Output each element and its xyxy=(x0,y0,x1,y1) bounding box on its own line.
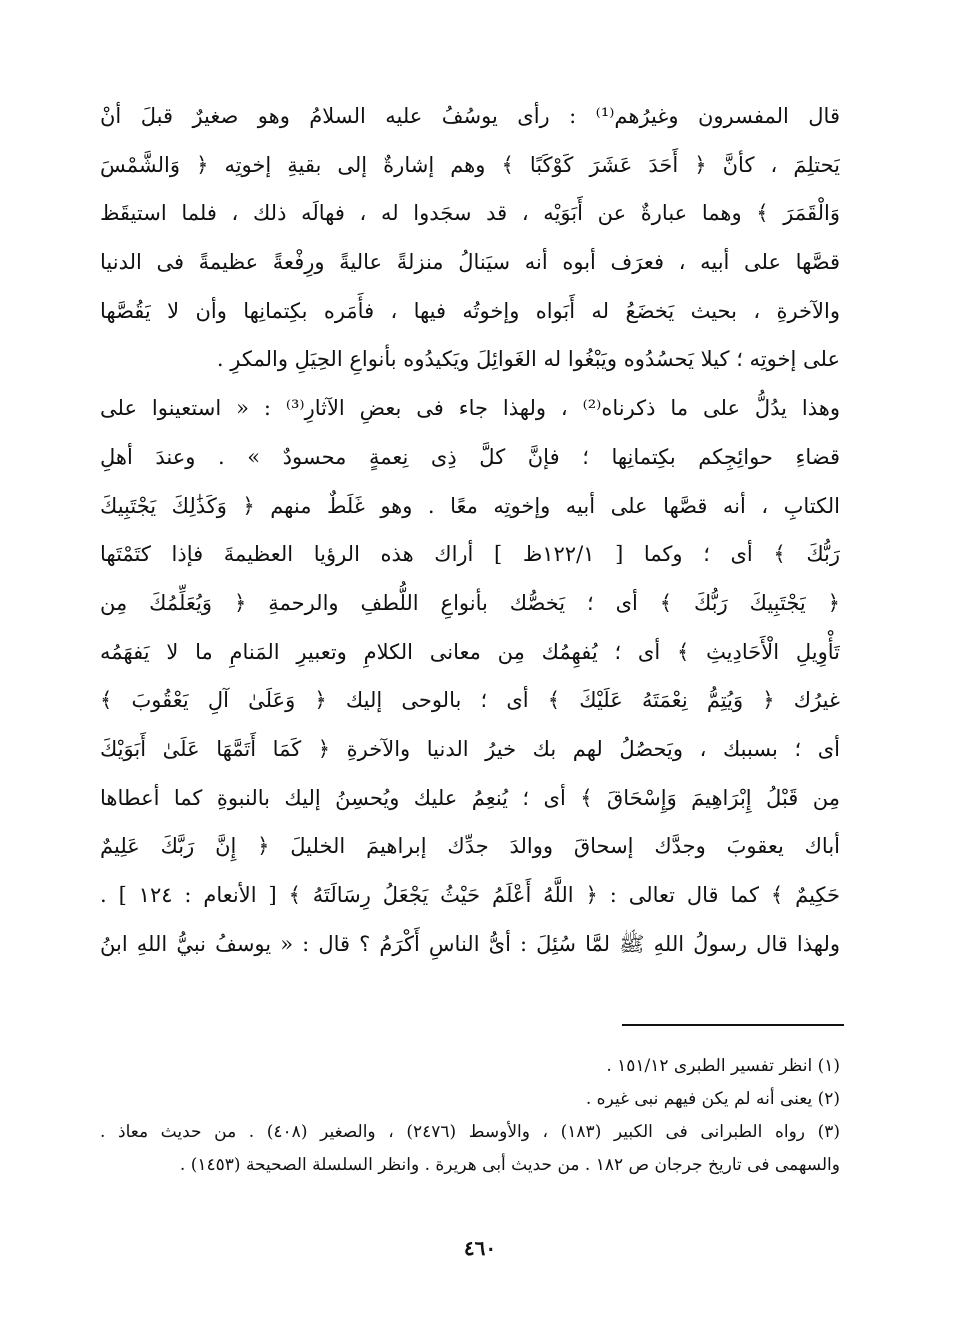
text-line: وَالْقَمَرَ ﴾ وهما عبارةٌ عن أَبَوَيْه ، قد سجَدوا له ، فهالَه ذلك ، فلما استيقَظ xyxy=(100,201,840,226)
text-line: والآخرةِ ، بحيث يَخضَعُ له أَبَواه وإخوتُه فيها ، فأَمَره بكِتمانِها وأن لا يَقُصَّها xyxy=(100,298,840,323)
footnote-3-continued: والسهمى فى تاريخ جرجان ص ١٨٢ . من حديث أبى هريرة . وانظر السلسلة الصحيحة (١٤٥٣) . xyxy=(179,1155,840,1175)
text-line: قال المفسرون وغيرُهم⁽¹⁾ : رأى يوسُفُ عليه السلامُ وهو صغيرٌ قبلَ أنْ xyxy=(100,104,840,128)
text-line: تَأْوِيلِ الْأَحَادِيثِ ﴾ أى ؛ يُفهِمُك مِن معانى الكلامِ وتعبيرِ المَنامِ ما لا يَفهَمُه xyxy=(100,639,840,664)
text-line: أباك يعقوبَ وجدَّك إسحاقَ ووالدَ جدِّك إبراهيمَ الخليلَ ﴿ إِنَّ رَبَّكَ عَلِيمٌ xyxy=(100,834,840,859)
footnote-1: (١) انظر تفسير الطبرى ١٥١/١٢ . xyxy=(606,1056,840,1076)
text-line: الكتابِ ، أنه قصَّها على أبيه وإخوتِه معًا . وهو غَلَطٌ منهم ﴿ وَكَذَٰلِكَ يَجْتَبِيكَ xyxy=(100,493,840,518)
text-line: مِن قَبْلُ إِبْرَاهِيمَ وَإِسْحَاقَ ﴾ أى ؛ يُنعِمُ عليك ويُحسِنُ إليك بالنبوةِ كما أعطاها xyxy=(100,785,840,810)
text-line: رَبُّكَ ﴾ أى ؛ وكما [ ١٢٢/١ظ ] أراك هذه الرؤيا العظيمةَ فإذا كتَمْتَها xyxy=(100,542,840,567)
text-line: قصَّها على أبيه ، فعرَف أبوه أنه سيَنالُ منزلةً عاليةً ورِفْعةً عظيمةً فى الدنيا xyxy=(100,250,840,275)
text-line: يَحتلِمَ ، كأنَّ ﴿ أَحَدَ عَشَرَ كَوْكَبًا ﴾ وهم إشارةٌ إلى بقيةِ إخوتِه ﴿ وَالشَّمْسَ xyxy=(100,152,840,177)
page-number: ٤٦٠ xyxy=(463,1236,497,1260)
text-line: وهذا يدُلُّ على ما ذكرناه⁽²⁾ ، ولهذا جاء فى بعضِ الآثارِ⁽³⁾ : « استعينوا على xyxy=(100,396,840,421)
main-text-block xyxy=(100,92,840,968)
footnotes-block xyxy=(100,1050,840,1182)
footnote-2: (٢) يعنى أنه لم يكن فيهم نبى غيره . xyxy=(585,1089,840,1109)
text-line: حَكِيمٌ ﴾ كما قال تعالى : ﴿ اللَّهُ أَعْلَمُ حَيْثُ يَجْعَلُ رِسَالَتَهُ ﴾ [ الأنعام : ١٢٤ ] . xyxy=(100,883,840,907)
text-line: قضاءِ حوائِجِكم بكِتمانِها ؛ فإنَّ كلَّ ذِى نِعمةٍ محسودٌ » . وعندَ أهلِ xyxy=(100,444,840,469)
text-line: أى ؛ بسببك ، ويَحصُلُ لهم بك خيرُ الدنيا والآخرةِ ﴿ كَمَا أَتَمَّهَا عَلَىٰ أَبَوَيْكَ xyxy=(100,736,840,761)
text-line: على إخوتِه ؛ كيلا يَحسُدُوه ويَبْغُوا له الغَوائِلَ ويَكيدُوه بأنواعِ الحِيَلِ والمكرِ . xyxy=(216,347,840,372)
footnote-3: (٣) رواه الطبرانى فى الكبير (١٨٣) ، والأوسط (٢٤٧٦) ، والصغير (٤٠٨) . من حديث معاذ . xyxy=(100,1122,840,1142)
text-line: ﴿ يَجْتَبِيكَ رَبُّكَ ﴾ أى ؛ يَخصُّك بأنواعِ اللُّطفِ والرحمةِ ﴿ وَيُعَلِّمُكَ مِن xyxy=(100,590,840,615)
text-line: غيرُك ﴿ وَيُتِمُّ نِعْمَتَهُ عَلَيْكَ ﴾ أى ؛ بالوحى إليك ﴿ وَعَلَىٰ آلِ يَعْقُوبَ ﴾ xyxy=(100,688,840,713)
footnote-divider xyxy=(622,1024,844,1026)
text-line: ولهذا قال رسولُ اللهِ ﷺ لمَّا سُئِلَ : أىُّ الناسِ أَكْرَمُ ؟ قال : « يوسفُ نبيُّ اللهِ ابنُ xyxy=(100,931,840,956)
